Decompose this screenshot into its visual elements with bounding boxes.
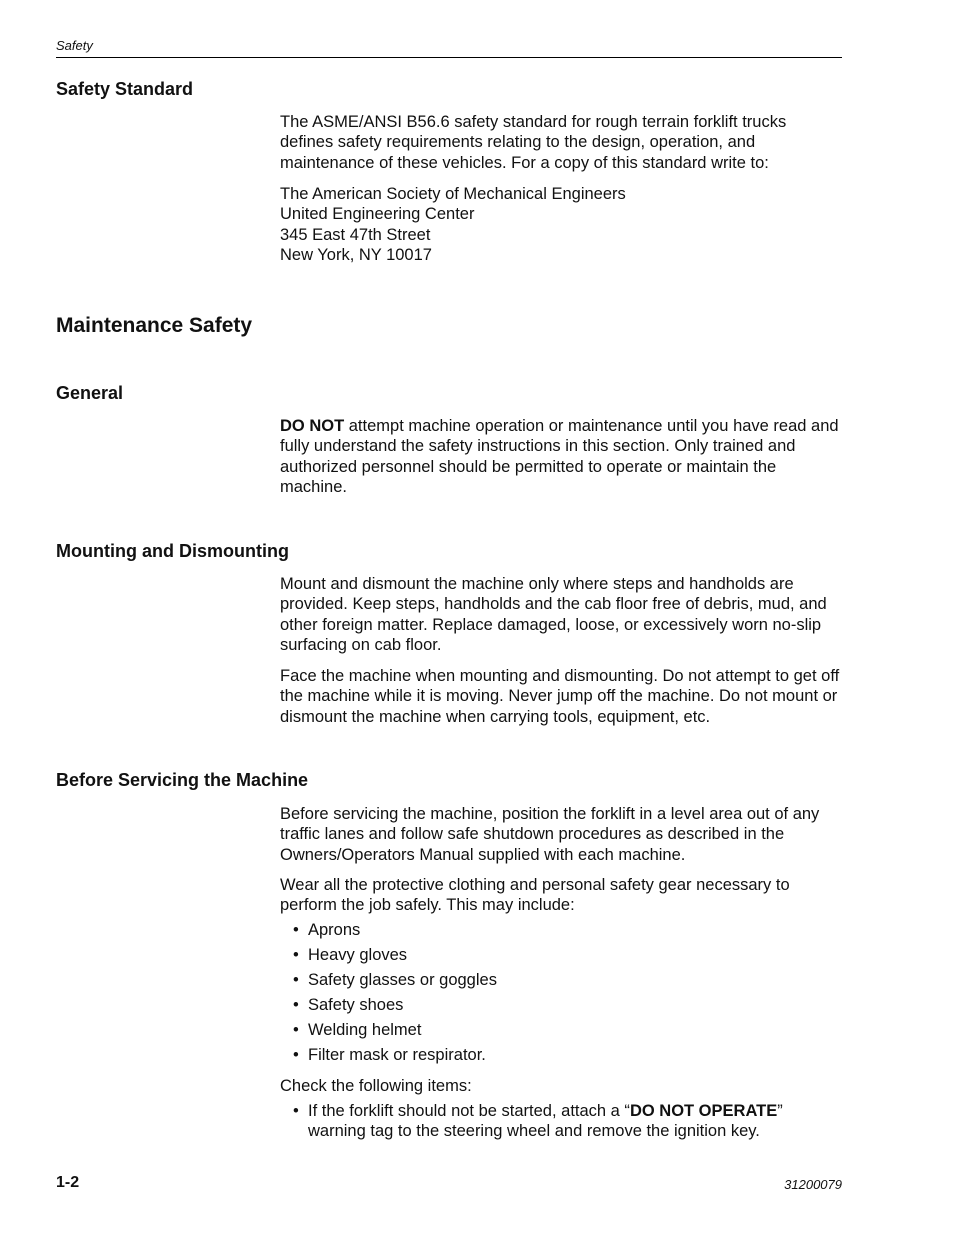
heading-safety-standard: Safety Standard bbox=[56, 79, 194, 99]
list-item: • Filter mask or respirator. bbox=[293, 1046, 486, 1064]
address-line: New York, NY 10017 bbox=[280, 245, 432, 264]
bullet-icon: • bbox=[293, 971, 299, 989]
mounting-paragraph-1: Mount and dismount the machine only where steps and handholds are provided. Keep steps, handholds and the cab floor free of debris, mud, and other foreign matter. Replace damaged, loose, or excessively worn no-slip surfacing on cab floor. bbox=[280, 575, 827, 654]
general-text: attempt machine operation or maintenance until you have read and fully understand the safety instructions in this section. Only trained and authorized personnel should be permitted to operate or maintain the machine. bbox=[280, 417, 839, 496]
address-line: The American Society of Mechanical Engineers bbox=[280, 185, 626, 203]
bullet-icon: • bbox=[293, 946, 299, 964]
asme-address bbox=[280, 184, 842, 265]
address-line: 345 East 47th Street bbox=[280, 225, 431, 244]
list-item: • Aprons bbox=[293, 921, 361, 939]
page-number: 1-2 bbox=[56, 1174, 80, 1191]
bullet-icon: • bbox=[293, 1021, 299, 1039]
servicing-paragraph-2: Wear all the protective clothing and personal safety gear necessary to perform the job safely. This may include: bbox=[280, 876, 790, 915]
protective-gear-list bbox=[280, 920, 842, 1070]
servicing-paragraph-1: Before servicing the machine, position the forklift in a level area out of any traffic lanes and follow safe shutdown procedures as described in the Owners/Operators Manual supplied with each machine. bbox=[280, 805, 820, 864]
running-head: Safety bbox=[56, 38, 93, 53]
do-not-operate-emphasis: DO NOT OPERATE bbox=[629, 1102, 778, 1120]
heading-maintenance-safety: Maintenance Safety bbox=[56, 314, 253, 337]
address-line: United Engineering Center bbox=[280, 205, 475, 224]
do-not-emphasis: DO NOT bbox=[280, 417, 345, 435]
heading-mounting-dismounting: Mounting and Dismounting bbox=[56, 541, 289, 561]
bullet-icon: • bbox=[293, 996, 299, 1014]
list-item: • Safety shoes bbox=[293, 996, 404, 1014]
heading-general: General bbox=[56, 383, 124, 403]
list-item: • Heavy gloves bbox=[293, 946, 408, 964]
bullet-icon: • bbox=[293, 1102, 299, 1120]
general-paragraph bbox=[280, 416, 842, 497]
header-rule bbox=[56, 57, 842, 58]
heading-before-servicing: Before Servicing the Machine bbox=[56, 770, 309, 790]
list-item: • Safety glasses or goggles bbox=[293, 971, 497, 989]
safety-standard-paragraph: The ASME/ANSI B56.6 safety standard for rough terrain forklift trucks defines safety requirements relating to the design, operation, and maintenance of these vehicles. For a copy of this standard write to: bbox=[280, 113, 787, 172]
document-number: 31200079 bbox=[784, 1177, 842, 1192]
mounting-paragraph-2: Face the machine when mounting and dismounting. Do not attempt to get off the machine while it is moving. Never jump off the machine. Do not mount or dismount the machine when carrying tools, equipment, etc. bbox=[280, 667, 840, 726]
bullet-icon: • bbox=[293, 921, 299, 939]
bullet-icon: • bbox=[293, 1046, 299, 1064]
list-item: • Welding helmet bbox=[293, 1021, 422, 1039]
check-items-intro: Check the following items: bbox=[280, 1077, 472, 1095]
check-items-list bbox=[280, 1101, 842, 1142]
list-item: • If the forklift should not be started, attach a “DO NOT OPERATE” warning tag to the steering wheel and remove the ignition key. bbox=[293, 1102, 783, 1141]
